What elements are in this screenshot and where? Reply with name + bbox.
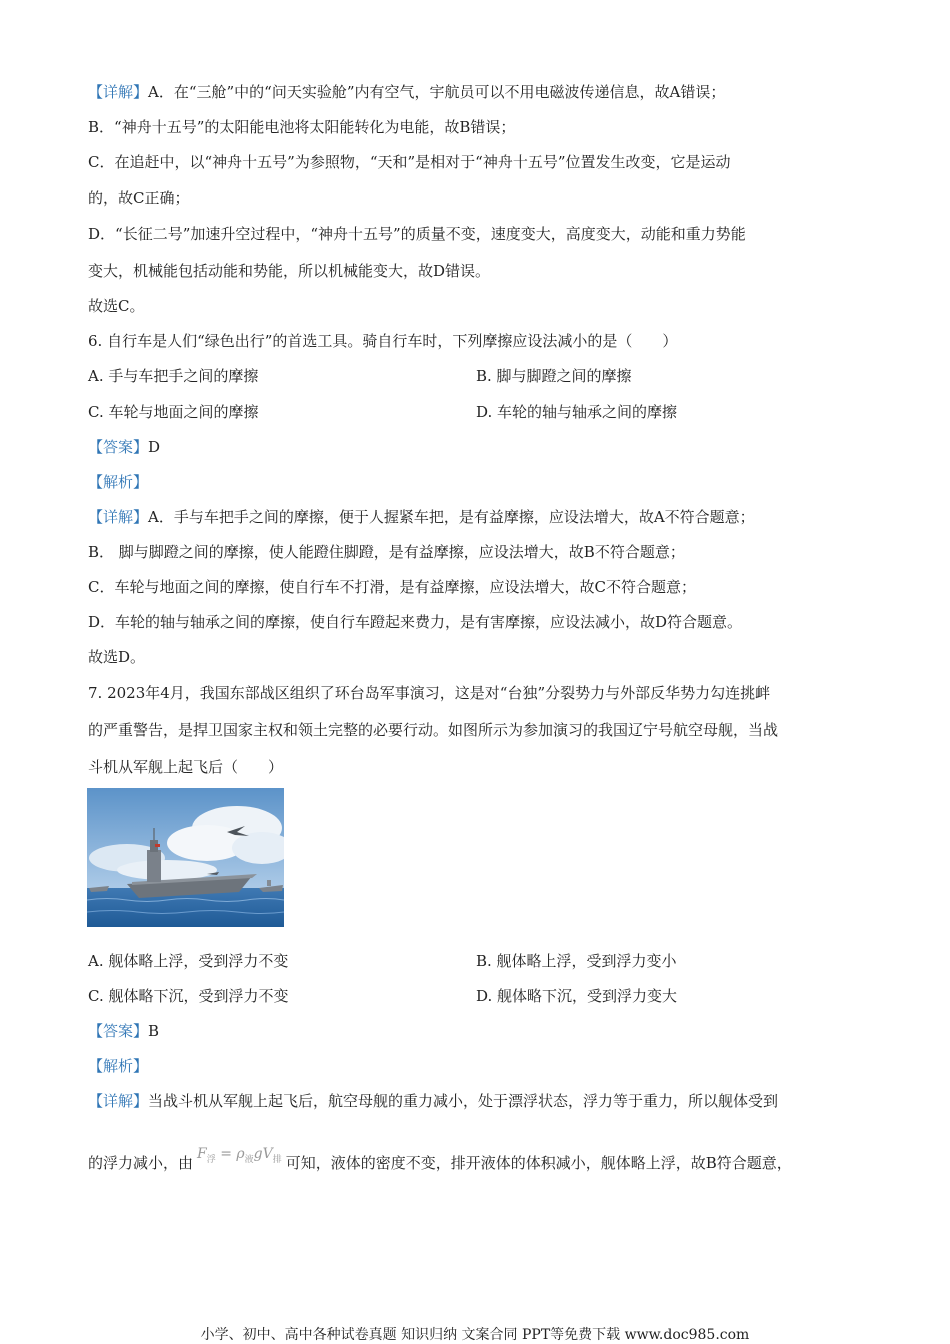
detail-text: A．在“三舱”中的“问天实验舱”内有空气，宇航员可以不用电磁波传递信息，故A错误； [148, 83, 726, 101]
answer-tag: 【答案】 [88, 1022, 149, 1040]
formula-gv: gV [253, 1146, 273, 1162]
q5-detail-a [88, 82, 725, 102]
q7-option-a: A. 舰体略上浮，受到浮力不变 [88, 952, 289, 970]
q7-analysis-tag: 【解析】 [88, 1057, 149, 1075]
q7-stem-2: 的严重警告，是捍卫国家主权和领土完整的必要行动。如图所示为参加演习的我国辽宁号航空母舰，当战 [88, 721, 779, 739]
answer-value: B [148, 1022, 160, 1040]
q6-analysis-tag: 【解析】 [88, 473, 149, 491]
formula-rho-sub: 液 [244, 1154, 254, 1165]
q7-detail-2 [88, 1146, 792, 1180]
q7-option-d: D. 舰体略下沉，受到浮力变大 [476, 987, 678, 1005]
q7-option-b: B. 舰体略上浮，受到浮力变小 [476, 952, 677, 970]
q6-option-b: B. 脚与脚蹬之间的摩擦 [476, 367, 632, 385]
q6-option-c: C. 车轮与地面之间的摩擦 [88, 403, 259, 421]
q5-detail-c2: 的，故C正确； [88, 189, 190, 207]
detail-tag: 【详解】 [88, 508, 149, 526]
q5-detail-d1: D．“长征二号”加速升空过程中，“神舟十五号”的质量不变，速度变大，高度变大，动能和重力势能 [88, 225, 746, 243]
q6-stem: 6. 自行车是人们“绿色出行”的首选工具。骑自行车时，下列摩擦应设法减小的是（ ） [88, 332, 678, 350]
answer-tag: 【答案】 [88, 438, 149, 456]
buoyancy-formula [197, 1144, 282, 1170]
formula-rho: = ρ [215, 1146, 245, 1162]
q6-detail-a [88, 507, 755, 527]
q5-detail-b: B．“神舟十五号”的太阳能电池将太阳能转化为电能，故B错误； [88, 118, 516, 136]
formula-f-sub: 浮 [206, 1154, 216, 1165]
q7-stem-1: 7. 2023年4月，我国东部战区组织了环台岛军事演习，这是对“台独”分裂势力与外部反华势力勾连挑衅 [88, 684, 771, 702]
q6-option-a: A. 手与车把手之间的摩擦 [88, 367, 259, 385]
q5-detail-d2: 变大，机械能包括动能和势能，所以机械能变大，故D错误。 [88, 262, 491, 280]
detail-text: 当战斗机从军舰上起飞后，航空母舰的重力减小，处于漂浮状态，浮力等于重力，所以舰体受到 [148, 1092, 779, 1110]
q6-detail-d: D．车轮的轴与轴承之间的摩擦，使自行车蹬起来费力，是有害摩擦，应设法减小，故D符合题意。 [88, 613, 743, 631]
formula-f: F [197, 1146, 207, 1162]
q5-detail-c1: C．在追赶中，以“神舟十五号”为参照物，“天和”是相对于“神舟十五号”位置发生改变，它是运动 [88, 153, 731, 171]
q6-answer [88, 437, 160, 457]
aircraft-carrier-photo [87, 788, 284, 927]
q7-option-c: C. 舰体略下沉，受到浮力不变 [88, 987, 289, 1005]
detail-tag: 【详解】 [88, 1092, 149, 1110]
detail-tag: 【详解】 [88, 83, 149, 101]
formula-v-sub: 排 [272, 1154, 282, 1165]
q7-answer [88, 1021, 159, 1041]
q6-option-d: D. 车轮的轴与轴承之间的摩擦 [476, 403, 678, 421]
q7-stem-3: 斗机从军舰上起飞后（ ） [88, 758, 284, 776]
q5-conclusion: 故选C。 [88, 297, 145, 315]
page-footer: 小学、初中、高中各种试卷真题 知识归纳 文案合同 PPT等免费下载 www.doc985.com [200, 1327, 750, 1343]
answer-value: D [148, 438, 161, 456]
q7-detail-1 [88, 1091, 778, 1111]
q6-detail-b: B． 脚与脚蹬之间的摩擦，使人能蹬住脚蹬，是有益摩擦，应设法增大，故B不符合题意； [88, 543, 685, 561]
detail-text-before-formula: 的浮力减小，由 [88, 1154, 194, 1172]
detail-text: A．手与车把手之间的摩擦，便于人握紧车把，是有益摩擦，应设法增大，故A不符合题意； [148, 508, 755, 526]
detail-text-after-formula: 可知，液体的密度不变，排开液体的体积减小，舰体略上浮，故B符合题意， [285, 1154, 792, 1172]
q6-detail-c: C．车轮与地面之间的摩擦，使自行车不打滑，是有益摩擦，应设法增大，故C不符合题意； [88, 578, 696, 596]
q6-conclusion: 故选D。 [88, 648, 146, 666]
